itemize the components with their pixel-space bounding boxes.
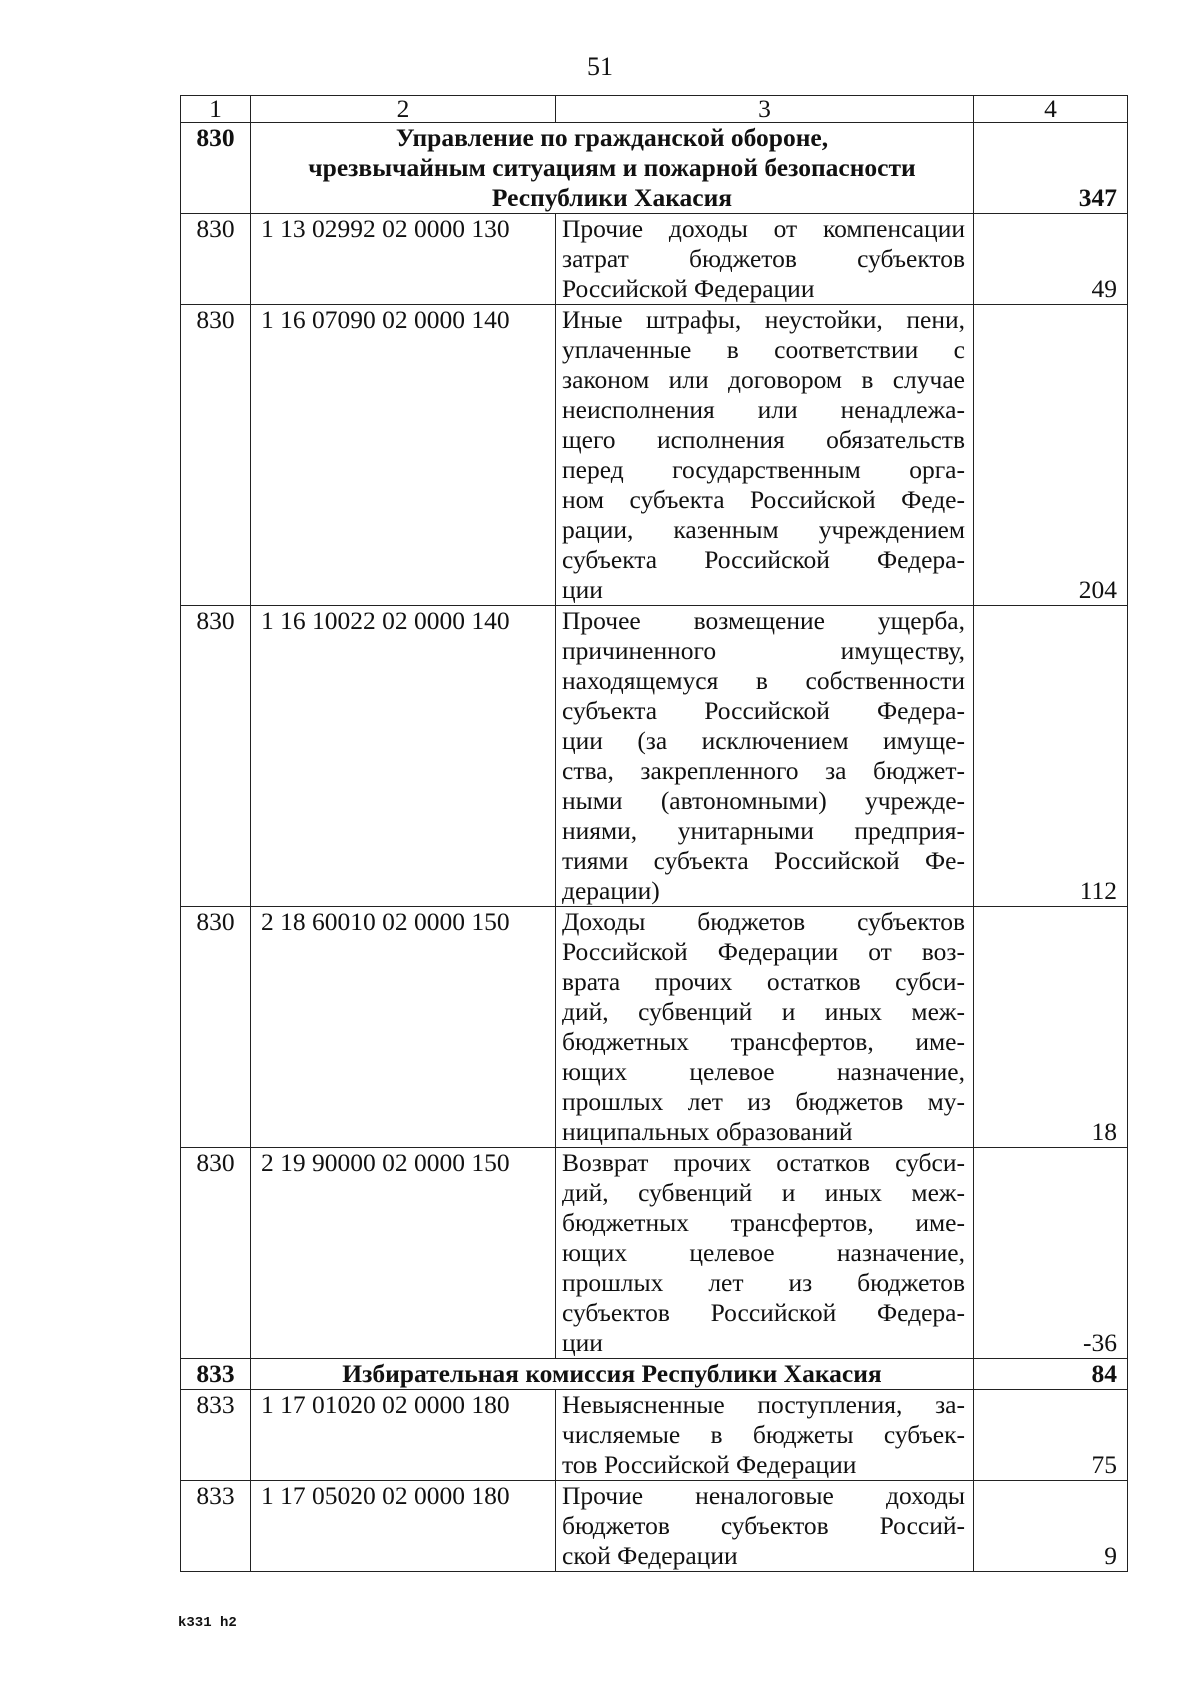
amount-cell: 18 — [974, 907, 1128, 1148]
budget-classification-code-cell: 1 17 05020 02 0000 180 — [251, 1481, 556, 1572]
revenue-description-cell — [556, 1148, 974, 1359]
description-line: ниями, унитарными предприя- — [562, 816, 965, 845]
description-line: дий, субвенций и иных меж- — [562, 997, 965, 1026]
description-line: Доходы бюджетов субъектов — [562, 907, 965, 936]
description-line: уплаченные в соответствии с — [562, 335, 965, 364]
amount-cell: 9 — [974, 1481, 1128, 1572]
description-line: ющих целевое назначение, — [562, 1057, 965, 1086]
description-line: субъектов Российской Федера- — [562, 1298, 965, 1327]
section-amount: 84 — [974, 1359, 1128, 1390]
revenue-description-cell — [556, 305, 974, 606]
table-row — [181, 1390, 1128, 1481]
description-line: тов Российской Федерации — [562, 1450, 857, 1479]
description-line: Невыясненные поступления, за- — [562, 1390, 965, 1419]
amount-cell: 204 — [974, 305, 1128, 606]
column-header: 2 — [251, 96, 556, 123]
budget-classification-code-cell: 1 16 10022 02 0000 140 — [251, 606, 556, 907]
column-header: 3 — [556, 96, 974, 123]
budget-revenue-table — [180, 95, 1128, 1572]
description-line: субъекта Российской Федера- — [562, 545, 965, 574]
description-line: ства, закрепленного за бюджет- — [562, 756, 965, 785]
description-line: находящемуся в собственности — [562, 666, 965, 695]
revenue-description-cell — [556, 1481, 974, 1572]
budget-classification-code-cell: 1 16 07090 02 0000 140 — [251, 305, 556, 606]
table-row — [181, 305, 1128, 606]
budget-classification-code-cell: 1 13 02992 02 0000 130 — [251, 214, 556, 305]
description-line: ном субъекта Российской Феде- — [562, 485, 965, 514]
revenue-description-cell — [556, 214, 974, 305]
description-line: перед государственным орга- — [562, 455, 965, 484]
description-line: прошлых лет из бюджетов — [562, 1268, 965, 1297]
description-line: ции — [562, 1328, 603, 1357]
description-line: рации, казенным учреждением — [562, 515, 965, 544]
description-line: дерации) — [562, 876, 660, 905]
admin-code-cell: 830 — [181, 907, 251, 1148]
description-line: врата прочих остатков субси- — [562, 967, 965, 996]
admin-code-cell: 830 — [181, 606, 251, 907]
description-line: бюджетных трансфертов, име- — [562, 1208, 965, 1237]
admin-code-cell: 830 — [181, 1148, 251, 1359]
section-amount: 347 — [974, 123, 1128, 214]
table-row — [181, 606, 1128, 907]
section-header-row — [181, 123, 1128, 214]
budget-classification-code-cell: 2 18 60010 02 0000 150 — [251, 907, 556, 1148]
description-line: тиями субъекта Российской Фе- — [562, 846, 965, 875]
revenue-description-cell — [556, 1390, 974, 1481]
description-line: ющих целевое назначение, — [562, 1238, 965, 1267]
description-line: Иные штрафы, неустойки, пени, — [562, 305, 965, 334]
description-line: бюджетов субъектов Россий- — [562, 1511, 965, 1540]
table-row — [181, 907, 1128, 1148]
description-line: ской Федерации — [562, 1541, 738, 1570]
revenue-description-cell — [556, 907, 974, 1148]
column-number-row — [181, 96, 1128, 123]
section-title — [251, 123, 974, 214]
section-title-line: Избирательная комиссия Республики Хакасия — [342, 1359, 882, 1388]
section-title-line: Республики Хакасия — [491, 183, 733, 212]
description-line: Прочие неналоговые доходы — [562, 1481, 965, 1510]
description-line: Прочие доходы от компенсации — [562, 214, 965, 243]
column-header: 1 — [181, 96, 251, 123]
description-line: щего исполнения обязательств — [562, 425, 965, 454]
section-title-line: чрезвычайным ситуациям и пожарной безопасности — [308, 153, 916, 182]
footer-document-code: k331 h2 — [178, 1615, 237, 1631]
section-admin-code: 830 — [181, 123, 251, 214]
page-number: 51 — [587, 52, 613, 81]
description-line: Российской Федерации — [562, 274, 815, 303]
description-line: затрат бюджетов субъектов — [562, 244, 965, 273]
description-line: ными (автономными) учрежде- — [562, 786, 965, 815]
admin-code-cell: 830 — [181, 305, 251, 606]
admin-code-cell: 833 — [181, 1390, 251, 1481]
description-line: причиненного имуществу, — [562, 636, 965, 665]
description-line: числяемые в бюджеты субъек- — [562, 1420, 965, 1449]
admin-code-cell: 830 — [181, 214, 251, 305]
amount-cell: 112 — [974, 606, 1128, 907]
column-header: 4 — [974, 96, 1128, 123]
description-line: ниципальных образований — [562, 1117, 853, 1146]
description-line: дий, субвенций и иных меж- — [562, 1178, 965, 1207]
amount-cell: -36 — [974, 1148, 1128, 1359]
description-line: ции — [562, 575, 603, 604]
section-title — [251, 1359, 974, 1390]
revenue-description-cell — [556, 606, 974, 907]
table-row — [181, 214, 1128, 305]
table-row — [181, 1148, 1128, 1359]
description-line: бюджетных трансфертов, име- — [562, 1027, 965, 1056]
description-line: субъекта Российской Федера- — [562, 696, 965, 725]
description-line: Прочее возмещение ущерба, — [562, 606, 965, 635]
description-line: прошлых лет из бюджетов му- — [562, 1087, 965, 1116]
budget-classification-code-cell: 2 19 90000 02 0000 150 — [251, 1148, 556, 1359]
section-admin-code: 833 — [181, 1359, 251, 1390]
section-title-line: Управление по гражданской обороне, — [395, 123, 829, 152]
budget-classification-code-cell: 1 17 01020 02 0000 180 — [251, 1390, 556, 1481]
description-line: неисполнения или ненадлежа- — [562, 395, 965, 424]
description-line: Возврат прочих остатков субси- — [562, 1148, 965, 1177]
table-row — [181, 1481, 1128, 1572]
admin-code-cell: 833 — [181, 1481, 251, 1572]
amount-cell: 49 — [974, 214, 1128, 305]
description-line: законом или договором в случае — [562, 365, 965, 394]
section-header-row — [181, 1359, 1128, 1390]
description-line: ции (за исключением имуще- — [562, 726, 965, 755]
description-line: Российской Федерации от воз- — [562, 937, 965, 966]
amount-cell: 75 — [974, 1390, 1128, 1481]
